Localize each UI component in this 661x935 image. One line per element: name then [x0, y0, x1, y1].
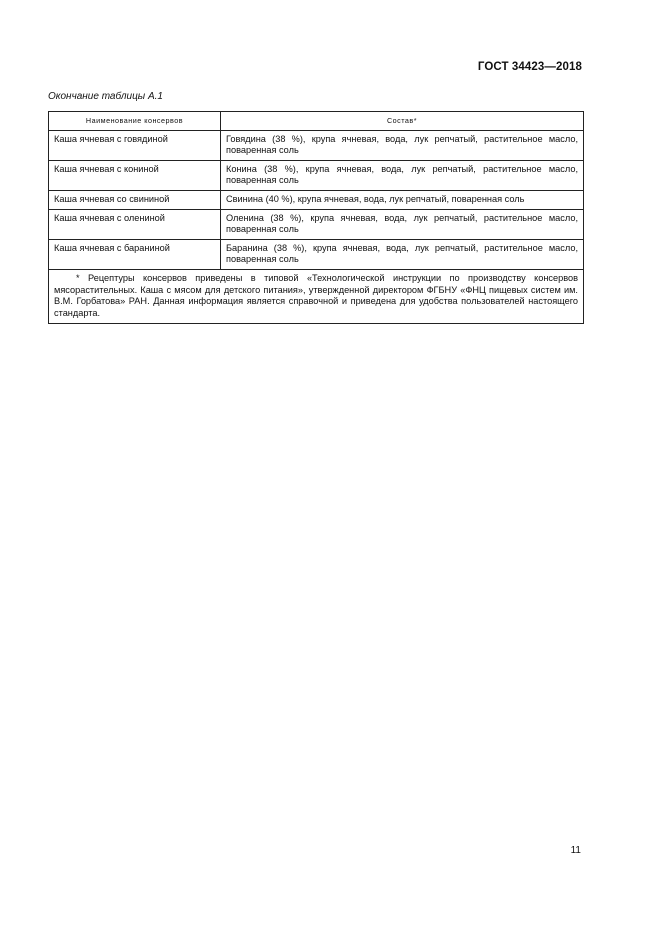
recipes-table: [48, 111, 584, 324]
document-code: ГОСТ 34423—2018: [477, 61, 582, 73]
product-name: Каша ячневая со свининой: [49, 191, 221, 210]
product-composition: Говядина (38 %), крупа ячневая, вода, лук репчатый, растительное масло, поваренная соль: [221, 131, 584, 161]
table-header-row: [49, 112, 584, 131]
table-footnote-row: [49, 270, 584, 324]
table-row: [49, 191, 584, 210]
column-header-composition: Состав*: [221, 112, 584, 131]
product-composition: Баранина (38 %), крупа ячневая, вода, лук репчатый, растительное масло, поваренная соль: [221, 240, 584, 270]
product-composition: Оленина (38 %), крупа ячневая, вода, лук репчатый, растительное масло, поваренная соль: [221, 210, 584, 240]
table-row: [49, 240, 584, 270]
product-name: Каша ячневая с олениной: [49, 210, 221, 240]
table-row: [49, 161, 584, 191]
table-row: [49, 210, 584, 240]
table-caption: Окончание таблицы А.1: [48, 91, 163, 102]
product-composition: Свинина (40 %), крупа ячневая, вода, лук репчатый, поваренная соль: [221, 191, 584, 210]
page-number: 11: [570, 845, 581, 856]
column-header-name: Наименование консервов: [49, 112, 221, 131]
product-composition: Конина (38 %), крупа ячневая, вода, лук репчатый, растительное масло, поваренная соль: [221, 161, 584, 191]
product-name: Каша ячневая с говядиной: [49, 131, 221, 161]
table-row: [49, 131, 584, 161]
product-name: Каша ячневая с бараниной: [49, 240, 221, 270]
table-footnote: * Рецептуры консервов приведены в типовой «Технологической инструкции по производству консервов мясорастительных. Каша с мясом для детского питания», утвержденной директором ФГБНУ «ФНЦ пищевых систем им. В.М. Горбатова» РАН. Данная информация является справочной и приведена для удобства пользователей настоящего стандарта.: [49, 270, 584, 324]
product-name: Каша ячневая с кониной: [49, 161, 221, 191]
